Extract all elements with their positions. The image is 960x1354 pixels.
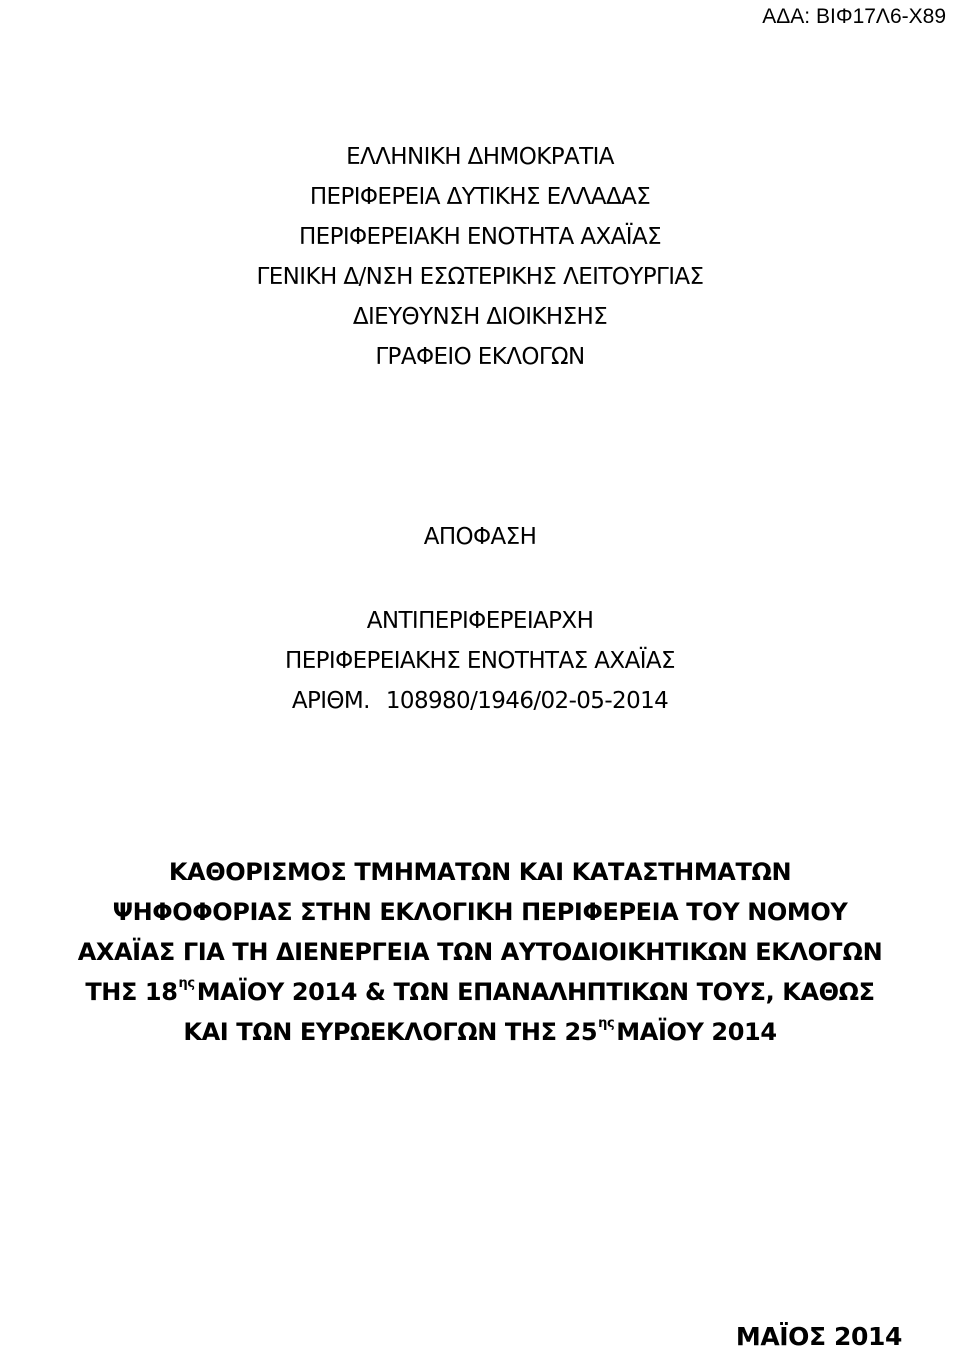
subject-text: ΜΑΪΟΥ 2014 [616,1018,777,1046]
subject-line: ΨΗΦΟΦΟΡΙΑΣ ΣΤΗΝ ΕΚΛΟΓΙΚΗ ΠΕΡΙΦΕΡΕΙΑ ΤΟΥ ΝΟΜΟΥ [112,898,848,926]
header-line: ΠΕΡΙΦΕΡΕΙΑ ΔΥΤΙΚΗΣ ΕΛΛΑΔΑΣ [309,184,651,210]
authority-line: ΠΕΡΙΦΕΡΕΙΑΚΗΣ ΕΝΟΤΗΤΑΣ ΑΧΑΪΑΣ [285,648,675,674]
authority-line: ΑΝΤΙΠΕΡΙΦΕΡΕΙΑΡΧΗ [366,608,594,634]
subject-line: ΑΧΑΪΑΣ ΓΙΑ ΤΗ ΔΙΕΝΕΡΓΕΙΑ ΤΩΝ ΑΥΤΟΔΙΟΙΚΗΤΙΚΩΝ ΕΚΛΟΓΩΝ [77,938,883,966]
ada-code: ΑΔΑ: ΒΙΦ17Λ6-Χ89 [762,5,946,28]
subject-text: ΜΑΪΟΥ 2014 & ΤΩΝ ΕΠΑΝΑΛΗΠΤΙΚΩΝ ΤΟΥΣ, ΚΑΘΩΣ [196,978,875,1006]
header-line: ΓΕΝΙΚΗ Δ/ΝΣΗ ΕΣΩΤΕΡΙΚΗΣ ΛΕΙΤΟΥΡΓΙΑΣ [256,264,704,290]
number-label: ΑΡΙΘΜ. [291,688,370,714]
header-line: ΠΕΡΙΦΕΡΕΙΑΚΗ ΕΝΟΤΗΤΑ ΑΧΑΪΑΣ [298,224,662,250]
subject-text: ΚΑΙ ΤΩΝ ΕΥΡΩΕΚΛΟΓΩΝ ΤΗΣ 25 [183,1018,598,1046]
number-value: 108980/1946/02-05-2014 [385,688,669,714]
footer-date: ΜΑΪΟΣ 2014 [735,1322,902,1351]
subject-line [0,978,960,1006]
decision-title: ΑΠΟΦΑΣΗ [423,524,537,550]
decision-number [0,688,960,714]
ordinal-suffix: ης [178,976,195,991]
subject-line [0,1018,960,1046]
subject-text: ΤΗΣ 18 [85,978,178,1006]
header-line: ΕΛΛΗΝΙΚΗ ΔΗΜΟΚΡΑΤΙΑ [346,144,614,170]
ordinal-suffix: ης [598,1016,615,1031]
header-line: ΔΙΕΥΘΥΝΣΗ ΔΙΟΙΚΗΣΗΣ [352,304,608,330]
subject-line: ΚΑΘΟΡΙΣΜΟΣ ΤΜΗΜΑΤΩΝ ΚΑΙ ΚΑΤΑΣΤΗΜΑΤΩΝ [168,858,792,886]
header-line: ΓΡΑΦΕΙΟ ΕΚΛΟΓΩΝ [375,344,585,370]
